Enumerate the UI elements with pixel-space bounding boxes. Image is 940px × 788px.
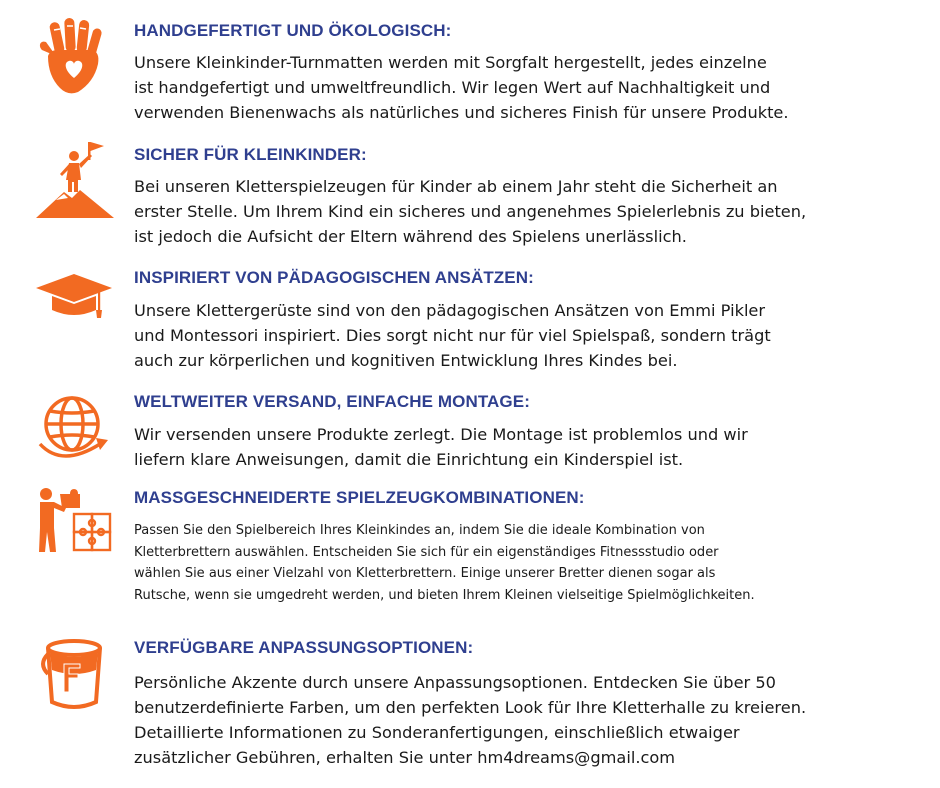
text-line: benutzerdefinierte Farben, um den perfekten Look für Ihre Kletterhalle zu kreieren. <box>134 698 807 717</box>
text-line: ist handgefertigt und umweltfreundlich. Wir legen Wert auf Nachhaltigkeit und <box>134 78 771 97</box>
section-title: VERFÜGBARE ANPASSUNGSOPTIONEN: <box>134 638 474 657</box>
globe-shipping-icon <box>34 384 116 466</box>
section-title: INSPIRIERT VON PÄDAGOGISCHEN ANSÄTZEN: <box>134 268 534 287</box>
text-line: wählen Sie aus einer Vielzahl von Kletterbrettern. Einige unserer Bretter dienen sogar als <box>134 566 716 581</box>
text-line: verwenden Bienenwachs als natürliches und sicheres Finish für unsere Produkte. <box>134 103 789 122</box>
section-title: SICHER FÜR KLEINKINDER: <box>134 145 367 164</box>
text-line: liefern klare Anweisungen, damit die Einrichtung ein Kinderspiel ist. <box>134 450 684 469</box>
graduation-cap-icon <box>34 262 116 344</box>
summit-flag-person-icon <box>34 140 116 222</box>
text-line: Wir versenden unsere Produkte zerlegt. Die Montage ist problemlos und wir <box>134 425 748 444</box>
section-text <box>134 50 920 125</box>
section-title: MASSGESCHNEIDERTE SPIELZEUGKOMBINATIONEN: <box>134 488 585 507</box>
text-line: erster Stelle. Um Ihrem Kind ein sicheres und angenehmes Spielerlebnis zu bieten, <box>134 202 807 221</box>
text-line: Kletterbrettern auswählen. Entscheiden Sie sich für ein eigenständiges Fitnessstudio oder <box>134 544 719 560</box>
section-text <box>134 422 920 472</box>
text-line: Bei unseren Kletterspielzeugen für Kinder ab einem Jahr steht die Sicherheit an <box>134 177 778 196</box>
text-line: Detaillierte Informationen zu Sonderanfertigungen, einschließlich etwaiger <box>134 723 740 742</box>
puzzle-person-icon <box>34 484 116 566</box>
paint-bucket-icon <box>34 634 116 716</box>
text-line: auch zur körperlichen und kognitiven Entwicklung Ihres Kindes bei. <box>134 351 678 370</box>
text-line: ist jedoch die Aufsicht der Eltern während des Spielens unerlässlich. <box>134 227 687 246</box>
text-line: zusätzlicher Gebühren, erhalten Sie unter hm4dreams@gmail.com <box>134 748 676 767</box>
text-line: Passen Sie den Spielbereich Ihres Kleinkindes an, indem Sie die ideale Kombination von <box>134 523 705 538</box>
section-text <box>134 174 920 249</box>
section-text <box>134 298 920 373</box>
text-line: Unsere Klettergerüste sind von den pädagogischen Ansätzen von Emmi Pikler <box>134 301 766 320</box>
section-text <box>134 670 920 770</box>
section-text <box>134 520 920 606</box>
text-line: Unsere Kleinkinder-Turnmatten werden mit Sorgfalt hergestellt, jedes einzelne <box>134 53 767 72</box>
text-line: und Montessori inspiriert. Dies sorgt nicht nur für viel Spielspaß, sondern trägt <box>134 326 771 345</box>
section-title: HANDGEFERTIGT UND ÖKOLOGISCH: <box>134 21 452 40</box>
text-line: Persönliche Akzente durch unsere Anpassungsoptionen. Entdecken Sie über 50 <box>134 673 776 692</box>
section-title: WELTWEITER VERSAND, EINFACHE MONTAGE: <box>134 392 530 411</box>
text-line: Rutsche, wenn sie umgedreht werden, und bieten Ihrem Kleinen vielseitige Spielmöglichkeiten. <box>134 587 755 603</box>
handprint-heart-icon <box>34 16 116 98</box>
